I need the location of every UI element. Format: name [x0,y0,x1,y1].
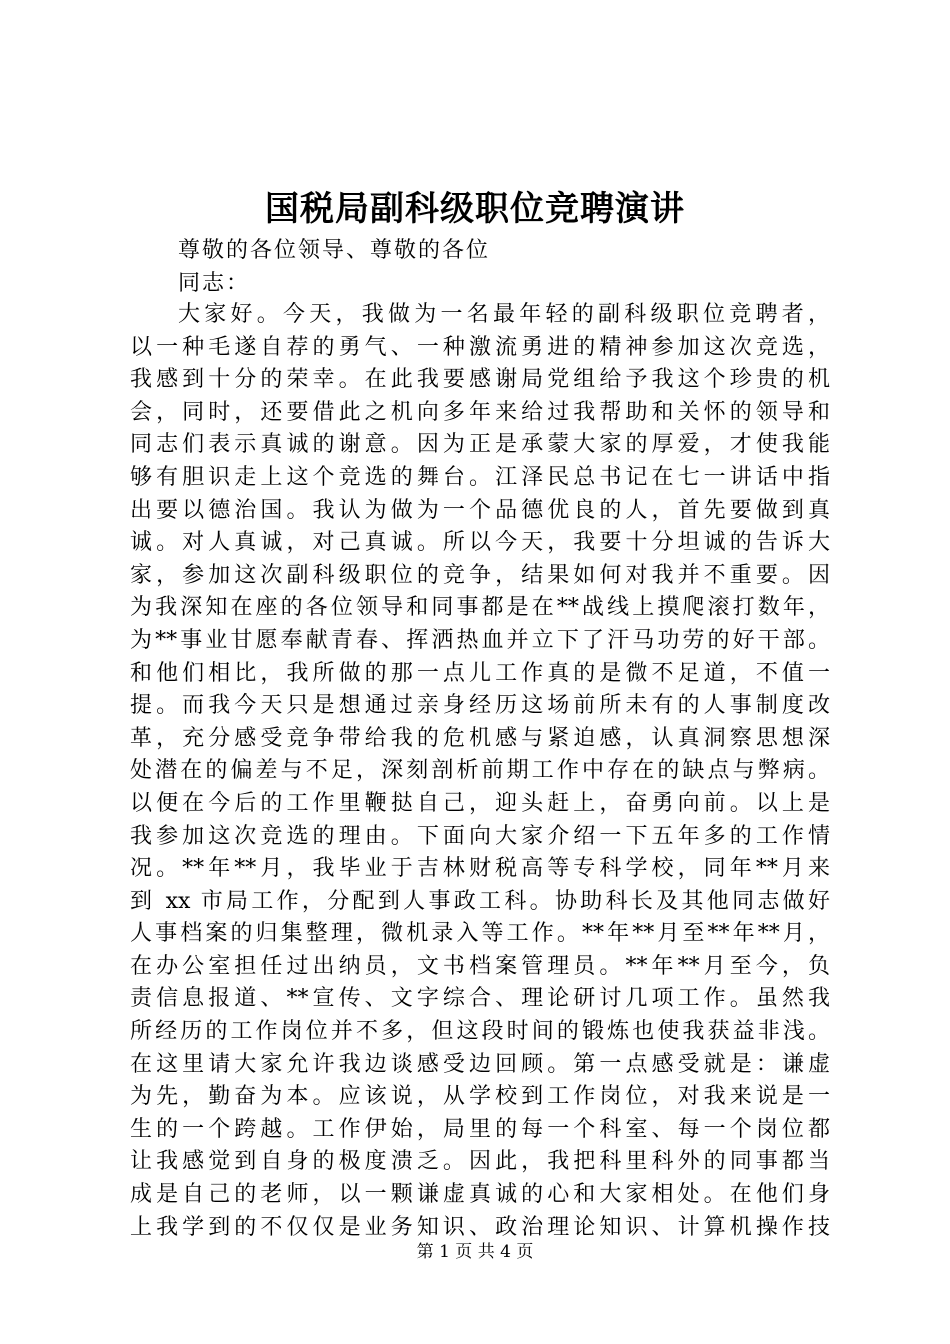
body-line: 到 xx 市局工作，分配到人事政工科。协助科长及其他同志做好 [130,888,830,914]
body-text [130,299,850,1244]
body-line: 提。而我今天只是想通过亲身经历这场前所未有的人事制度改 [130,693,830,719]
body-line: 会，同时，还要借此之机向多年来给过我帮助和关怀的领导和 [130,399,830,425]
document-title: 国税局副科级职位竞聘演讲 [265,189,685,229]
body-line: 家，参加这次副科级职位的竞争，结果如何对我并不重要。因 [130,562,830,588]
body-line: 同志们表示真诚的谢意。因为正是承蒙大家的厚爱，才使我能 [130,432,830,458]
body-line: 以便在今后的工作里鞭挞自己，迎头赶上，奋勇向前。以上是 [130,790,830,816]
body-line: 成是自己的老师，以一颗谦虚真诚的心和大家相处。在他们身 [130,1182,830,1208]
body-line: 我感到十分的荣幸。在此我要感谢局党组给予我这个珍贵的机 [130,367,830,393]
body-line: 大家好。今天，我做为一名最年轻的副科级职位竞聘者， [178,302,830,327]
body-line: 为我深知在座的各位领导和同事都是在**战线上摸爬滚打数年， [130,595,830,621]
body-line: 和他们相比，我所做的那一点儿工作真的是微不足道，不值一 [130,660,830,686]
body-line: 在办公室担任过出纳员，文书档案管理员。**年**月至今，负 [130,953,830,979]
body-line: 为先，勤奋为本。应该说，从学校到工作岗位，对我来说是一 [130,1084,830,1110]
body-line: 况。**年**月，我毕业于吉林财税高等专科学校，同年**月来 [130,856,830,882]
salutation-line-2: 同志： [178,271,251,296]
body-line: 人事档案的归集整理，微机录入等工作。**年**月至**年**月， [130,921,830,947]
body-line: 够有胆识走上这个竞选的舞台。江泽民总书记在七一讲话中指 [130,464,830,490]
body-line: 我参加这次竞选的理由。下面向大家介绍一下五年多的工作情 [130,823,830,849]
body-line: 上我学到的不仅仅是业务知识、政治理论知识、计算机操作技 [130,1214,830,1240]
page-footer: 第 1 页 共 4 页 [416,1242,534,1262]
body-line: 让我感觉到自身的极度溃乏。因此，我把科里科外的同事都当 [130,1149,830,1175]
body-line: 所经历的工作岗位并不多，但这段时间的锻炼也使我获益非浅。 [130,1019,830,1045]
body-line: 诚。对人真诚，对己真诚。所以今天，我要十分坦诚的告诉大 [130,530,830,556]
body-line: 以一种毛遂自荐的勇气、一种激流勇进的精神参加这次竞选， [130,334,830,360]
body-line: 处潜在的偏差与不足，深刻剖析前期工作中存在的缺点与弊病。 [130,758,830,784]
body-line: 革，充分感受竞争带给我的危机感与紧迫感，认真洞察思想深 [130,725,830,751]
body-line: 责信息报道、**宣传、文字综合、理论研讨几项工作。虽然我 [130,986,830,1012]
body-line: 生的一个跨越。工作伊始，局里的每一个科室、每一个岗位都 [130,1116,830,1142]
salutation-line-1: 尊敬的各位领导、尊敬的各位 [178,238,491,263]
body-line: 在这里请大家允许我边谈感受边回顾。第一点感受就是：谦虚 [130,1051,830,1077]
body-line: 为**事业甘愿奉献青春、挥洒热血并立下了汗马功劳的好干部。 [130,627,830,653]
body-line: 出要以德治国。我认为做为一个品德优良的人，首先要做到真 [130,497,830,523]
